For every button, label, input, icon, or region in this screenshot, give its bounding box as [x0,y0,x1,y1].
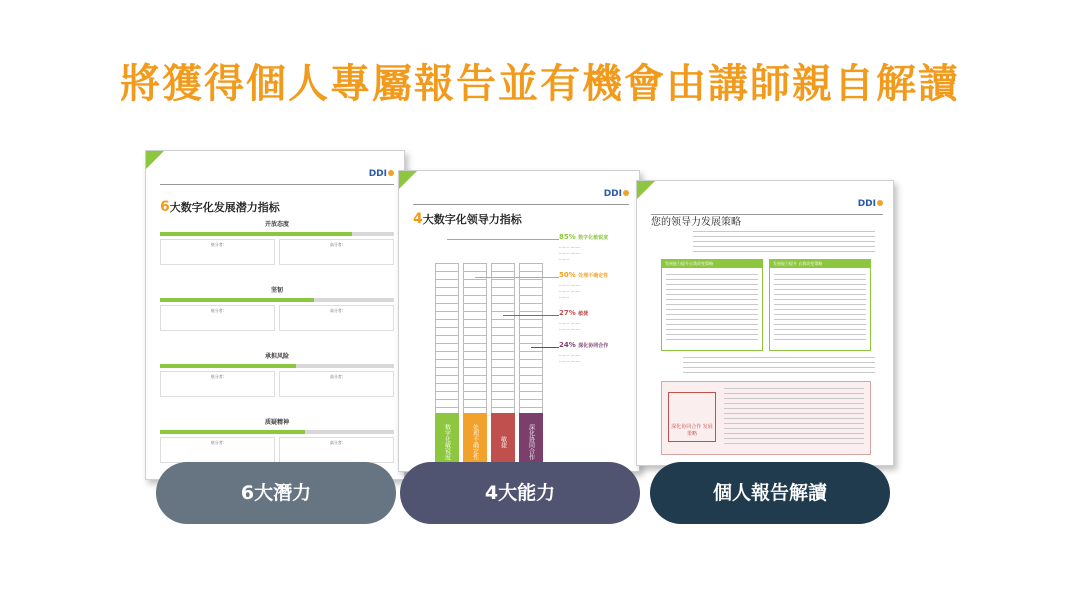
page-headline: 將獲得個人專屬報告並有機會由講師親自解讀 [120,61,960,107]
stamp-label: 深化协同合作 发展策略 [668,392,716,442]
score-description: ········ ········ ········ ········ ········ [559,283,581,300]
capability-score: 85% 数字化敏锐度 [559,233,609,241]
corner-tab [146,151,164,169]
ladder-bar: 敏捷 [491,263,515,413]
capability-score: 24% 深化协同合作 [559,341,609,349]
ladder-bar: 数字化敏锐度 [435,263,459,413]
strategy-box [661,381,871,455]
potential-section: 开放态度 低分者: 高分者: [160,219,394,265]
ladder-bar: 处理不确定性 [463,263,487,413]
brand-logo: DDI [369,169,394,179]
report-page-capabilities [398,170,640,472]
score-description: ········ ········ ········ ········ [559,353,581,364]
capability-score: 27% 敏捷 [559,309,589,317]
pill-6-potentials: 6大潛力 [156,462,396,524]
report-page-potential [145,150,405,480]
divider [413,204,629,205]
pill-personal-report: 個人報告解讀 [650,462,890,524]
doc-heading: 您的领导力发展策略 [651,217,741,228]
potential-section: 承担风险 低分者: 高分者: [160,351,394,397]
strategy-box: 发展能力提升 自我改变策略 [769,259,871,351]
divider [160,184,394,185]
capability-score: 50% 处理不确定性 [559,271,609,279]
brand-logo: DDI [858,199,883,209]
doc-heading: 4大数字化领导力指标 [413,211,522,227]
corner-tab [399,171,417,189]
level-bar [160,232,394,236]
ladder-bar: 深化协同合作 [519,263,543,413]
level-bar [160,298,394,302]
doc-heading: 6大数字化发展潜力指标 [160,199,280,215]
potential-section: 坚韧 低分者: 高分者: [160,285,394,331]
brand-logo: DDI [604,189,629,199]
potential-section: 质疑精神 低分者: 高分者: [160,417,394,463]
corner-tab [637,181,655,199]
strategy-box: 发展能力提升自我改变策略 [661,259,763,351]
pill-4-capabilities: 4大能力 [400,462,640,524]
report-page-strategy [636,180,894,466]
score-description: ········ ········ ········ ········ ········ [559,245,581,262]
score-description: ········ ········ ········ ········ [559,321,581,332]
level-bar [160,430,394,434]
level-bar [160,364,394,368]
